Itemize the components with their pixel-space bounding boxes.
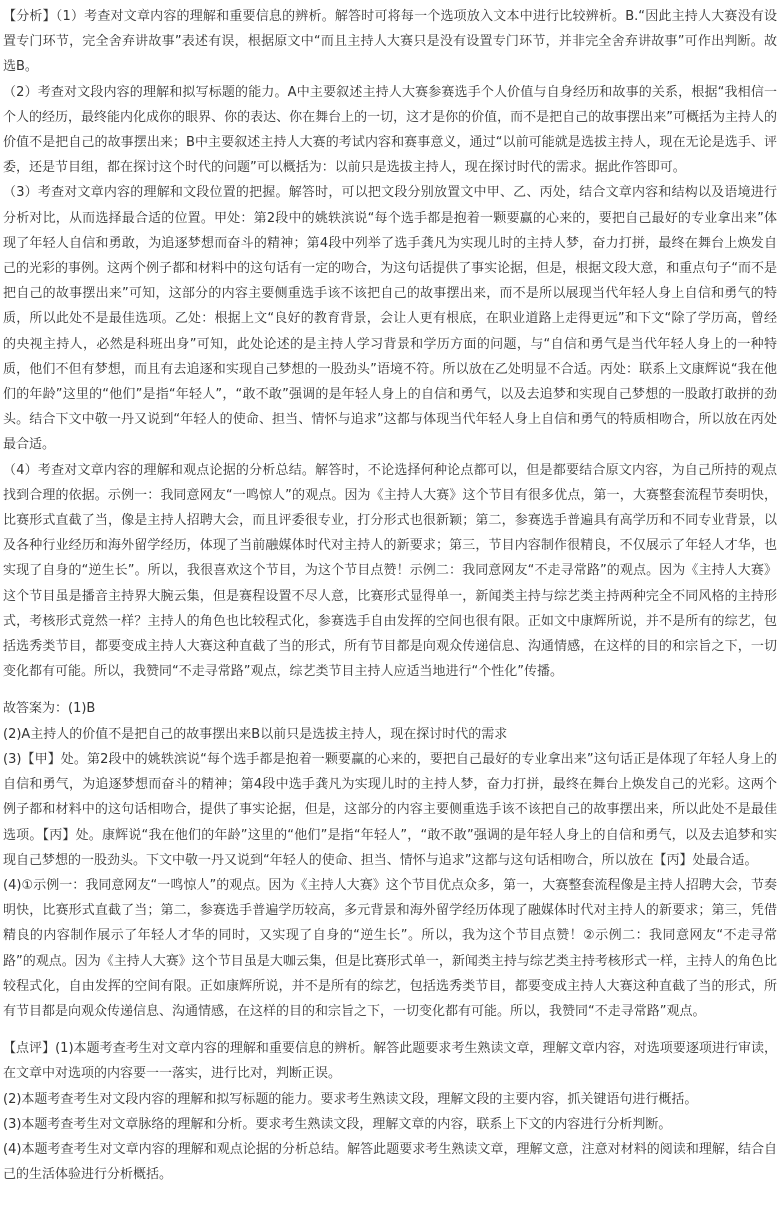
- section-gap: [3, 684, 777, 696]
- comment-section: [3, 1036, 777, 1187]
- analysis-paragraph-3: （3）考查对文章内容的理解和文段位置的把握。解答时，可以把文段分别放置文中甲、乙、丙处，结合文章内容和结构以及语境进行分析对比，从而选择最合适的位置。甲处：第2段中的姚轶滨说“每个选手都是抱着一颗要赢的心来的，要把自己最好的专业拿出来”体现了年轻人自信和勇敢，为追逐梦想而奋斗的精神；第4段中列举了选手龚凡为实现儿时的主持人梦，奋力打拼，最终在舞台上焕发自己的光彩的事例。这两个例子都和材料中的这句话有一定的吻合，为这句话提供了事实论据，但是，根据文段大意，和重点句子“而不是把自己的故事摆出来”可知，这部分的内容主要侧重选手该不该把自己的故事摆出来，而不是所以展现当代年轻人身上自信和勇气的特质，所以此处不是最佳选项。乙处：根据上文“良好的教育背景，会让人更有根底，在职业道路上走得更远”和下文“除了学历高，曾经的央视主持人，必然是科班出身”可知，此处论述的是主持人学习背景和学历方面的问题，与“自信和勇气是当代年轻人身上的一种特质，他们不但有梦想，而且有去追逐和实现自己梦想的一股劲头”语境不符。所以放在乙处明显不合适。丙处：联系上文康辉说“我在他们的年龄”这里的“他们”是指“年轻人”，“敢不敢”强调的是年轻人身上的自信和勇气，以及去追梦和实现自己梦想的一股敢打敢拼的劲头。结合下文中敬一丹又说到“年轻人的使命、担当、情怀与追求”这都与体现当代年轻人身上自信和勇气的特质相吻合，所以放在丙处最合适。: [3, 185, 777, 453]
- answer-section: [3, 696, 777, 1024]
- answer-line-4: (4)①示例一：我同意网友“一鸣惊人”的观点。因为《主持人大赛》这个节目优点众多，第一，大赛整套流程像是主持人招聘大会，节奏明快，比赛形式直截了当；第二，参赛选手普遍学历较高，多元背景和海外留学经历体现了融媒体时代对主持人的新要求；第三，凭借精良的内容制作展示了年轻人才华的同时，又实现了自身的“逆生长”。所以，我为这个节目点赞！②示例二：我同意网友“不走寻常路”的观点。因为《主持人大赛》这个节目虽是大咖云集，但是比赛形式单一，新闻类主持与综艺类主持考核形式一样，主持人的角色比较程式化，自由发挥的空间有限。正如康辉所说，并不是所有的综艺，包括选秀类节目，都要变成主持人大赛这种直截了当的形式，所有节目都是向观众传递信息、沟通情感，在这样的目的和宗旨之下，一切变化都有可能。所以，我赞同“不走寻常路”观点。: [3, 877, 777, 1019]
- comment-line-4: (4)本题考查考生对文章内容的理解和观点论据的分析总结。解答此题要求考生熟读文章，理解文意，注意对材料的阅读和理解，结合自己的生活体验进行分析概括。: [3, 1141, 777, 1183]
- section-gap: [3, 1024, 777, 1036]
- answer-line-1: 故答案为：(1)B: [3, 701, 96, 717]
- answer-line-2: (2)A主持人的价值不是把自己的故事摆出来B以前只是选拔主持人，现在探讨时代的需求: [3, 726, 508, 742]
- analysis-paragraph-1: 【分析】（1）考查对文章内容的理解和重要信息的辨析。解答时可将每一个选项放入文本中进行比较辨析。B.“因此主持人大赛没有设置专门环节，完全舍弃讲故事”表述有误，根据原文中“而且主持人大赛只是没有设置专门环节，并非完全舍弃讲故事”可作出判断。故选B。: [3, 9, 777, 75]
- analysis-paragraph-2: （2）考查对文段内容的理解和拟写标题的能力。A中主要叙述主持人大赛参赛选手个人价值与自身经历和故事的关系，根据“我相信一个人的经历，最终能内化成你的眼界、你的表达、你在舞台上的一切，这才是你的价值，而不是把自己的故事摆出来”可概括为主持人的价值不是把自己的故事摆出来；B中主要叙述主持人大赛的考试内容和赛事意义，通过“以前可能就是选拔主持人，现在无论是选手、评委，还是节目组，都在探讨这个时代的问题”可以概括为：以前只是选拔主持人，现在探讨时代的需求。据此作答即可。: [3, 84, 777, 176]
- analysis-paragraph-4: （4）考查对文章内容的理解和观点论据的分析总结。解答时，不论选择何种论点都可以，但是都要结合原文内容，为自己所持的观点找到合理的依据。示例一：我同意网友“一鸣惊人”的观点。因为《主持人大赛》这个节目有很多优点，第一，大赛整套流程节奏明快，比赛形式直截了当，像是主持人招聘大会，而且评委很专业，打分形式也很新颖；第二，参赛选手普遍具有高学历和不同专业背景，以及各种行业经历和海外留学经历，体现了当前融媒体时代对主持人的新要求；第三，节目内容制作很精良，不仅展示了年轻人才华，也实现了自身的“逆生长”。所以，我很喜欢这个节目，为这个节目点赞！示例二：我同意网友“不走寻常路”的观点。因为《主持人大赛》这个节目虽是播音主持界大腕云集，但是赛程设置不尽人意，比赛形式显得单一，新闻类主持与综艺类主持两种完全不同风格的主持形式，考核形式竟然一样？主持人的角色也比较程式化，参赛选手自由发挥的空间也很有限。正如文中康辉所说，并不是所有的综艺，包括选秀类节目，都要变成主持人大赛这种直截了当的形式，所有节目都是向观众传递信息、沟通情感，在这样的目的和宗旨之下，一切变化都有可能。所以，我赞同“不走寻常路”观点，综艺类节目主持人应适当地进行“个性化”传播。: [3, 462, 777, 680]
- answer-line-3: (3)【甲】处。第2段中的姚轶滨说“每个选手都是抱着一颗要赢的心来的，要把自己最好的专业拿出来”这句话正是体现了年轻人身上的自信和勇气，为追逐梦想而奋斗的精神；第4段中选手龚凡为实现儿时的主持人梦，奋力打拼，最终在舞台上焕发自己的光彩。这两个例子都和材料中的这句话相吻合，提供了事实论据，但是，这部分的内容主要侧重选手该不该把自己的故事摆出来，所以此处不是最佳选项。【丙】处。康辉说“我在他们的年龄”这里的“他们”是指“年轻人”，“敢不敢”强调的是年轻人身上的自信和勇气，以及去追梦和实现自己梦想的一股劲头。下文中敬一丹又说到“年轻人的使命、担当、情怀与追求”这都与这句话相吻合，所以放在【丙】处最合适。: [3, 751, 777, 868]
- comment-line-3: (3)本题考查考生对文章脉络的理解和分析。要求考生熟读文段，理解文章的内容，联系上下文的内容进行分析判断。: [3, 1116, 672, 1132]
- comment-line-1: 【点评】(1)本题考查考生对文章内容的理解和重要信息的辨析。解答此题要求考生熟读文章，理解文章内容，对选项要逐项进行审读，在文章中对选项的内容要一一落实，进行比对，判断正误。: [3, 1041, 777, 1082]
- comment-line-2: (2)本题考查考生对文段内容的理解和拟写标题的能力。要求考生熟读文段，理解文段的主要内容，抓关键语句进行概括。: [3, 1091, 698, 1107]
- analysis-section: [3, 4, 777, 684]
